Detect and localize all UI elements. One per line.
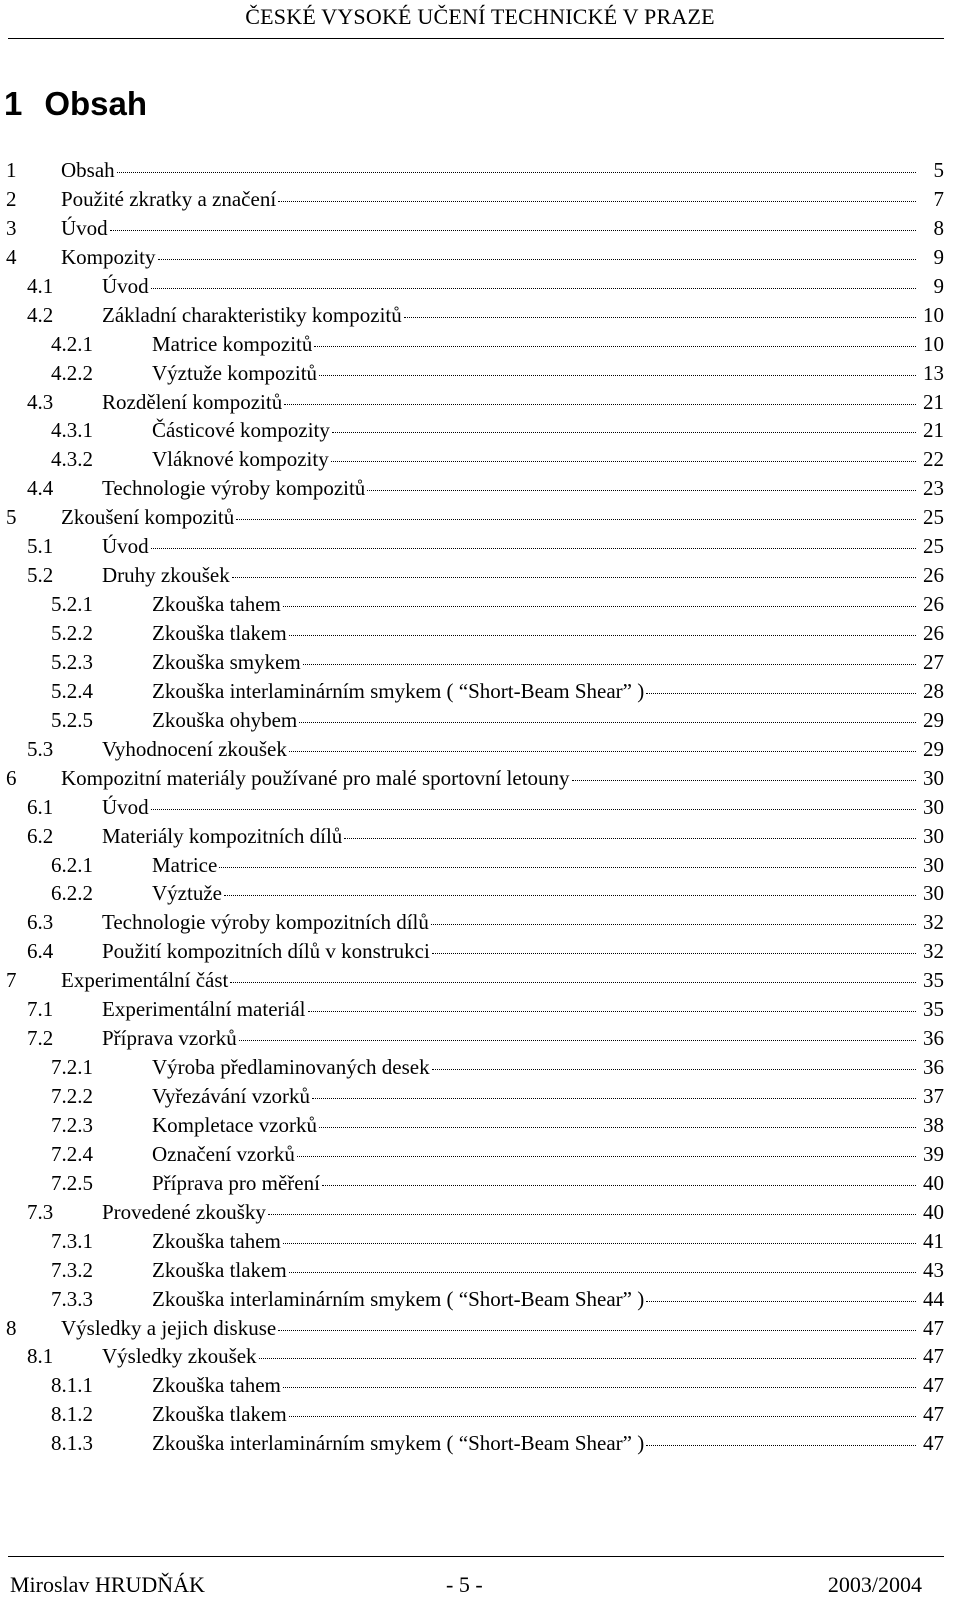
toc-dot-leader	[344, 818, 916, 839]
toc-dot-leader	[232, 557, 916, 578]
toc-entry-number: 7.2.4	[51, 1141, 93, 1166]
toc-entry-page: 35	[923, 997, 944, 1022]
toc-entry-page: 21	[923, 389, 944, 414]
toc-entry-title[interactable]: Zkouška tahem	[152, 1373, 281, 1398]
toc-entry-title[interactable]: Základní charakteristiky kompozitů	[102, 302, 402, 327]
toc-entry-page: 37	[923, 1084, 944, 1108]
toc-dot-leader	[283, 586, 916, 607]
toc-entry-page: 38	[923, 1112, 944, 1137]
toc-entry-number: 4.4	[27, 476, 54, 501]
toc-entry-number: 4.3.1	[51, 418, 93, 443]
toc-entry-number: 7.2.5	[51, 1170, 93, 1195]
toc-dot-leader	[299, 702, 916, 723]
toc-entry-title[interactable]: Zkouška interlaminárním smykem ( “Short-Beam Shear” )	[152, 678, 645, 703]
toc-entry-number: 4.2	[27, 302, 54, 327]
toc-dot-leader	[646, 1281, 916, 1302]
toc-entry-page: 32	[923, 939, 944, 964]
toc-dot-leader	[332, 412, 916, 433]
toc-entry-number: 6.3	[27, 910, 54, 935]
toc-entry-page: 44	[923, 1286, 944, 1311]
toc-entry-page: 26	[923, 592, 944, 617]
toc-entry-title[interactable]: Zkouška tlakem	[152, 1402, 287, 1427]
toc-dot-leader	[314, 326, 916, 347]
toc-entry-number: 5.3	[27, 736, 54, 761]
toc-entry-number: 4.3	[27, 389, 54, 414]
table-of-contents	[0, 156, 960, 1458]
toc-dot-leader	[151, 528, 916, 549]
toc-entry-title[interactable]: Matrice	[152, 852, 218, 877]
toc-entry-number: 6.2.1	[51, 852, 93, 877]
toc-dot-leader	[432, 933, 916, 954]
toc-entry-page: 13	[923, 360, 944, 385]
toc-dot-leader	[283, 1367, 916, 1388]
toc-entry-number: 4.3.2	[51, 447, 93, 472]
toc-entry-number: 7.2.2	[51, 1084, 93, 1108]
toc-entry-title[interactable]: Zkouška interlaminárním smykem ( “Short-Beam Shear” )	[152, 1286, 645, 1311]
toc-entry-page: 43	[923, 1257, 944, 1282]
toc-entry-number: 5.2.2	[51, 621, 93, 645]
toc-dot-leader	[289, 731, 916, 752]
toc-dot-leader	[367, 470, 916, 491]
toc-entry-title[interactable]: Technologie výroby kompozitních dílů	[102, 910, 429, 935]
toc-entry-number: 7.2	[27, 1026, 54, 1051]
toc-entry-title[interactable]: Vyhodnocení zkoušek	[102, 736, 287, 761]
toc-entry-title[interactable]: Matrice kompozitů	[152, 331, 313, 356]
toc-entry-title[interactable]: Experimentální část	[61, 968, 229, 993]
toc-entry-number: 6	[6, 765, 17, 790]
toc-entry-page: 30	[923, 794, 944, 819]
toc-entry-page: 26	[923, 621, 944, 645]
toc-entry-number: 5.2.1	[51, 592, 93, 617]
toc-entry-title[interactable]: Experimentální materiál	[102, 997, 306, 1022]
toc-entry-number: 5.1	[27, 534, 54, 559]
toc-entry-number: 4.1	[27, 273, 54, 298]
toc-entry[interactable]	[0, 1429, 960, 1458]
toc-entry-page: 30	[923, 852, 944, 877]
toc-dot-leader	[236, 499, 916, 520]
toc-dot-leader	[230, 962, 916, 983]
toc-dot-leader	[239, 1020, 916, 1041]
toc-dot-leader	[158, 239, 917, 260]
toc-entry-number: 7.2.3	[51, 1112, 93, 1137]
toc-entry-title[interactable]: Obsah	[61, 158, 115, 182]
footer-rule	[8, 1556, 944, 1557]
toc-entry-page: 10	[923, 331, 944, 356]
toc-entry-number: 1	[6, 158, 17, 182]
toc-entry-title[interactable]: Vláknové kompozity	[152, 447, 329, 472]
toc-entry-title[interactable]: Zkouška ohybem	[152, 707, 298, 732]
toc-entry-number: 6.2	[27, 823, 54, 848]
toc-entry-number: 8.1.1	[51, 1373, 93, 1398]
toc-entry-number: 4	[6, 244, 17, 269]
toc-dot-leader	[297, 1136, 916, 1157]
toc-dot-leader	[289, 1252, 916, 1273]
toc-entry-page: 40	[923, 1199, 944, 1224]
toc-dot-leader	[278, 1310, 916, 1331]
chapter-number: 1	[4, 85, 23, 122]
toc-entry-title[interactable]: Částicové kompozity	[152, 418, 330, 443]
toc-entry-page: 30	[923, 765, 944, 790]
chapter-title-text: Obsah	[44, 85, 148, 122]
toc-entry-number: 7.3.3	[51, 1286, 93, 1311]
toc-entry-page: 36	[923, 1055, 944, 1080]
toc-entry-page: 30	[923, 823, 944, 848]
toc-dot-leader	[278, 181, 916, 202]
toc-entry-number: 3	[6, 215, 17, 240]
toc-entry-page: 47	[923, 1431, 944, 1456]
toc-dot-leader	[572, 760, 916, 781]
toc-entry-title[interactable]: Materiály kompozitních dílů	[102, 823, 343, 848]
toc-dot-leader	[283, 1223, 916, 1244]
toc-dot-leader	[289, 615, 916, 636]
toc-entry-title[interactable]: Provedené zkoušky	[102, 1199, 266, 1224]
toc-dot-leader	[646, 673, 916, 694]
toc-entry-page: 47	[923, 1402, 944, 1427]
toc-entry-page: 47	[923, 1373, 944, 1398]
toc-entry-number: 8.1.2	[51, 1402, 93, 1427]
toc-entry-page: 22	[923, 447, 944, 472]
toc-entry-title[interactable]: Zkouška interlaminárním smykem ( “Short-Beam Shear” )	[152, 1431, 645, 1456]
toc-entry-title[interactable]: Výsledky zkoušek	[102, 1344, 257, 1369]
toc-entry-page: 29	[923, 736, 944, 761]
toc-dot-leader	[259, 1338, 916, 1359]
toc-entry-page: 9	[933, 244, 944, 269]
toc-dot-leader	[151, 789, 916, 810]
toc-entry-title[interactable]: Rozdělení kompozitů	[102, 389, 283, 414]
toc-entry-title[interactable]: Zkouška tahem	[152, 1228, 281, 1253]
toc-dot-leader	[319, 355, 916, 376]
toc-entry-number: 6.1	[27, 794, 54, 819]
toc-entry-number: 2	[6, 186, 17, 211]
toc-dot-leader	[117, 152, 916, 173]
toc-entry-page: 23	[923, 476, 944, 501]
toc-entry-title[interactable]: Výroba předlaminovaných desek	[152, 1055, 430, 1080]
toc-dot-leader	[151, 268, 916, 289]
toc-entry-title[interactable]: Výztuže	[152, 881, 222, 906]
toc-dot-leader	[219, 847, 916, 868]
toc-dot-leader	[289, 1396, 916, 1417]
header-rule	[8, 38, 944, 39]
toc-entry-title[interactable]: Zkoušení kompozitů	[61, 505, 235, 530]
toc-entry-number: 8	[6, 1315, 17, 1340]
toc-entry-page: 36	[923, 1026, 944, 1051]
toc-entry-number: 7.3.1	[51, 1228, 93, 1253]
toc-dot-leader	[322, 1165, 916, 1186]
toc-entry-title[interactable]: Použité zkratky a značení	[61, 186, 277, 211]
toc-entry-title[interactable]: Výztuže kompozitů	[152, 360, 318, 385]
toc-entry-page: 26	[923, 563, 944, 588]
toc-entry-page: 40	[923, 1170, 944, 1195]
toc-entry-number: 6.4	[27, 939, 54, 964]
toc-entry-line	[152, 1429, 944, 1458]
toc-entry-page: 25	[923, 534, 944, 559]
toc-entry-page: 41	[923, 1228, 944, 1253]
toc-entry-title[interactable]: Zkouška smykem	[152, 649, 301, 674]
toc-entry-title[interactable]: Příprava vzorků	[102, 1026, 237, 1051]
toc-dot-leader	[268, 1194, 916, 1215]
toc-dot-leader	[110, 210, 916, 231]
toc-entry-title[interactable]: Kompletace vzorků	[152, 1112, 318, 1137]
toc-entry-page: 47	[923, 1315, 944, 1340]
toc-entry-number: 7.3.2	[51, 1257, 93, 1282]
toc-dot-leader	[404, 297, 916, 318]
toc-entry-number: 8.1.3	[51, 1431, 93, 1456]
toc-entry-number: 5	[6, 505, 17, 530]
toc-entry-title[interactable]: Úvod	[102, 794, 149, 819]
toc-dot-leader	[331, 441, 916, 462]
toc-entry-title[interactable]: Kompozity	[61, 244, 156, 269]
toc-dot-leader	[308, 991, 917, 1012]
toc-entry-number: 7	[6, 968, 17, 993]
toc-entry-title[interactable]: Zkouška tahem	[152, 592, 281, 617]
toc-entry-title[interactable]: Výsledky a jejich diskuse	[61, 1315, 277, 1340]
toc-dot-leader	[432, 1049, 916, 1070]
toc-dot-leader	[224, 875, 916, 896]
toc-entry-title[interactable]: Úvod	[102, 273, 149, 298]
toc-entry-title[interactable]: Úvod	[61, 215, 108, 240]
toc-entry-number: 7.3	[27, 1199, 54, 1224]
toc-entry-page: 32	[923, 910, 944, 935]
toc-entry-number: 6.2.2	[51, 881, 93, 906]
toc-entry-title[interactable]: Zkouška tlakem	[152, 621, 287, 645]
toc-dot-leader	[319, 1107, 916, 1128]
toc-entry-title[interactable]: Druhy zkoušek	[102, 563, 230, 588]
toc-entry-number: 5.2	[27, 563, 54, 588]
toc-entry-title[interactable]: Kompozitní materiály používané pro malé sportovní letouny	[61, 765, 570, 790]
footer-author: Miroslav HRUDŇÁK	[10, 1572, 205, 1597]
toc-entry-page: 21	[923, 418, 944, 443]
toc-entry-title[interactable]: Označení vzorků	[152, 1141, 295, 1166]
toc-entry-page: 47	[923, 1344, 944, 1369]
toc-entry-page: 5	[933, 158, 944, 182]
toc-entry-number: 5.2.3	[51, 649, 93, 674]
toc-entry-number: 7.2.1	[51, 1055, 93, 1080]
toc-entry-page: 30	[923, 881, 944, 906]
toc-entry-page: 9	[933, 273, 944, 298]
toc-entry-title[interactable]: Úvod	[102, 534, 149, 559]
toc-entry-number: 5.2.5	[51, 707, 93, 732]
toc-dot-leader	[646, 1425, 916, 1446]
toc-entry-page: 39	[923, 1141, 944, 1166]
toc-entry-number: 5.2.4	[51, 678, 93, 703]
toc-entry-number: 4.2.2	[51, 360, 93, 385]
toc-entry-page: 8	[933, 215, 944, 240]
toc-entry-title[interactable]: Příprava pro měření	[152, 1170, 320, 1195]
footer-academic-year: 2003/2004	[827, 1572, 922, 1597]
toc-dot-leader	[431, 904, 916, 925]
toc-entry-page: 28	[923, 678, 944, 703]
toc-entry-title[interactable]: Použití kompozitních dílů v konstrukci	[102, 939, 430, 964]
toc-entry-page: 35	[923, 968, 944, 993]
toc-entry-number: 4.2.1	[51, 331, 93, 356]
toc-entry-page: 25	[923, 505, 944, 530]
toc-dot-leader	[284, 384, 916, 405]
toc-entry-page: 10	[923, 302, 944, 327]
toc-dot-leader	[312, 1078, 916, 1099]
toc-entry-page: 29	[923, 707, 944, 732]
toc-entry-title[interactable]: Technologie výroby kompozitů	[102, 476, 366, 501]
toc-dot-leader	[303, 644, 916, 665]
footer-page-number: - 5 -	[446, 1572, 483, 1597]
chapter-title	[4, 82, 147, 126]
toc-entry-page: 27	[923, 649, 944, 674]
toc-entry-title[interactable]: Vyřezávání vzorků	[152, 1084, 311, 1108]
toc-entry-number: 7.1	[27, 997, 54, 1022]
toc-entry-number: 8.1	[27, 1344, 54, 1369]
toc-entry-page: 7	[933, 186, 944, 211]
toc-entry-title[interactable]: Zkouška tlakem	[152, 1257, 287, 1282]
running-header: ČESKÉ VYSOKÉ UČENÍ TECHNICKÉ V PRAZE	[245, 4, 715, 29]
